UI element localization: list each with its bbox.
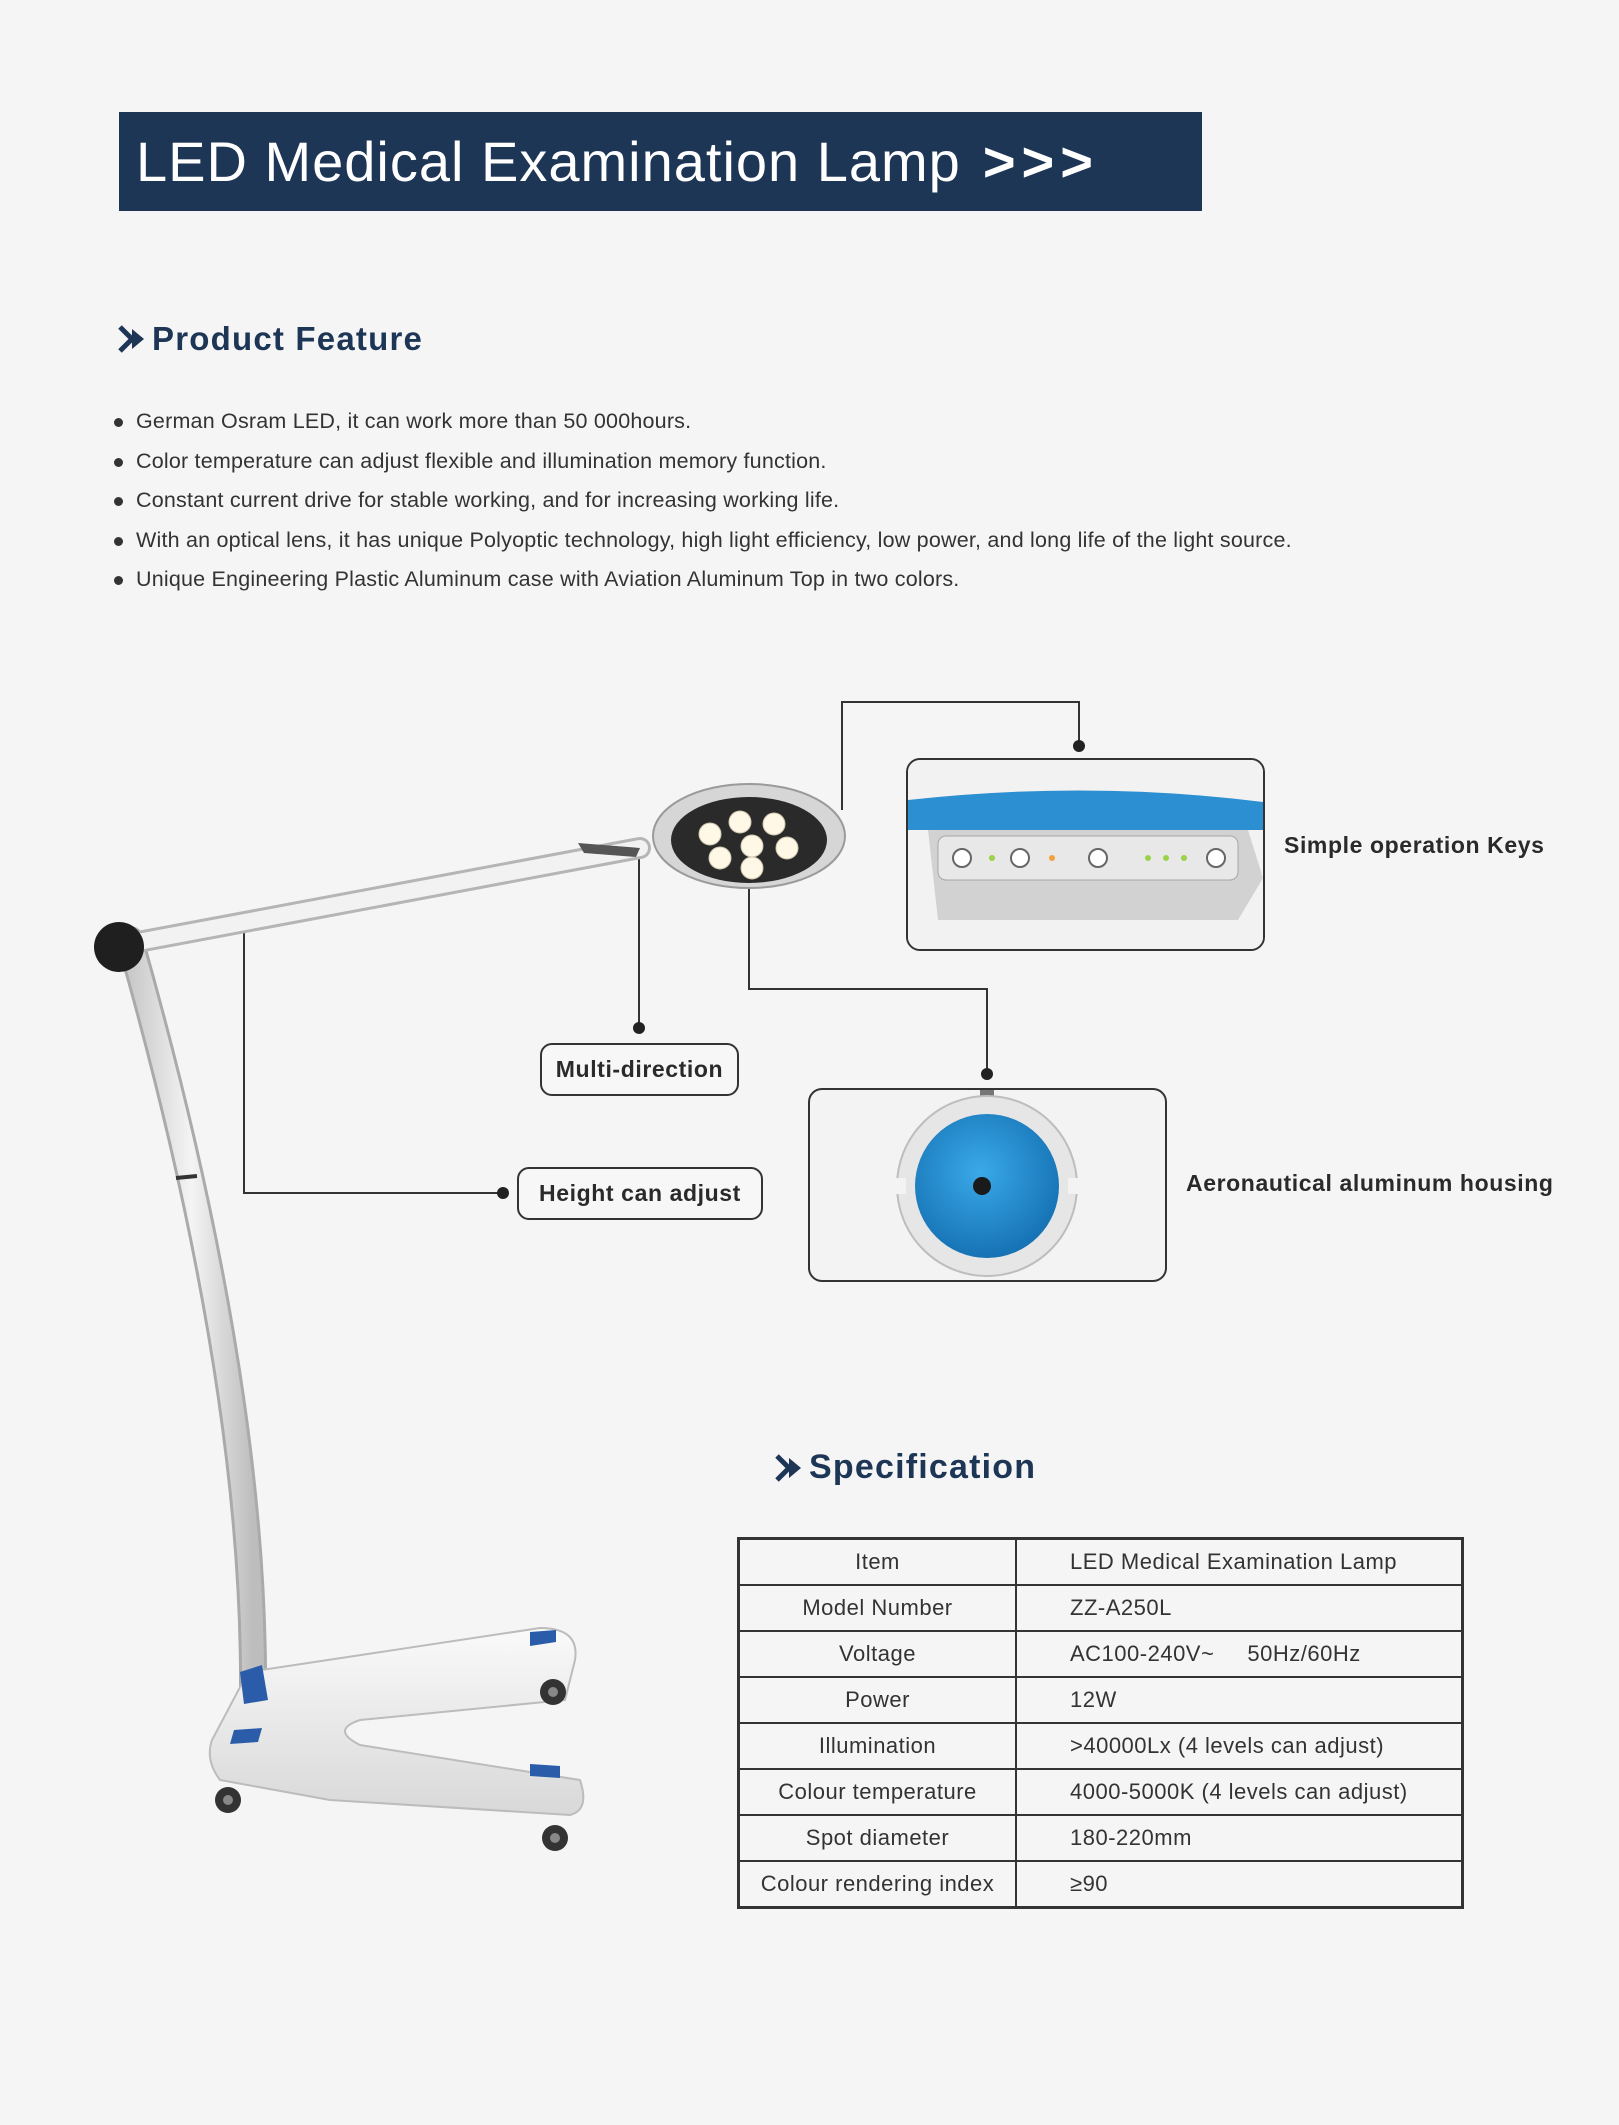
table-row: [739, 1861, 1463, 1908]
spec-value: AC100-240V~ 50Hz/60Hz: [1016, 1631, 1463, 1677]
housing-detail-box: [808, 1088, 1167, 1282]
title-arrows: >>>: [982, 130, 1099, 193]
spec-heading: [775, 1448, 1036, 1487]
spec-key: Item: [739, 1539, 1017, 1586]
feature-item: With an optical lens, it has unique Polyoptic technology, high light efficiency, low power, and long life of the light source.: [112, 521, 1532, 561]
page-title: LED Medical Examination Lamp: [136, 130, 961, 193]
spec-value: ZZ-A250L: [1016, 1585, 1463, 1631]
spec-value: LED Medical Examination Lamp: [1016, 1539, 1463, 1586]
control-panel-illustration: [908, 760, 1263, 949]
spec-key: Voltage: [739, 1631, 1017, 1677]
feature-heading-text: Product Feature: [152, 320, 424, 357]
keys-label: Simple operation Keys: [1284, 832, 1545, 858]
spec-value: ≥90: [1016, 1861, 1463, 1908]
height-adjust-callout: Height can adjust: [517, 1167, 763, 1220]
table-row: [739, 1815, 1463, 1861]
spec-table: [737, 1537, 1464, 1909]
feature-item: Constant current drive for stable working, and for increasing working life.: [112, 481, 1532, 521]
feature-item: Color temperature can adjust flexible and illumination memory function.: [112, 442, 1532, 482]
table-row: [739, 1723, 1463, 1769]
spec-value: 180-220mm: [1016, 1815, 1463, 1861]
spec-key: Colour rendering index: [739, 1861, 1017, 1908]
spec-key: Power: [739, 1677, 1017, 1723]
spec-heading-text: Specification: [809, 1448, 1037, 1486]
feature-item: German Osram LED, it can work more than 50 000hours.: [112, 402, 1532, 442]
spec-key: Colour temperature: [739, 1769, 1017, 1815]
table-row: [739, 1677, 1463, 1723]
housing-label: Aeronautical aluminum housing: [1186, 1170, 1554, 1196]
feature-item: Unique Engineering Plastic Aluminum case with Aviation Aluminum Top in two colors.: [112, 560, 1532, 600]
spec-value: >40000Lx (4 levels can adjust): [1016, 1723, 1463, 1769]
keys-detail-box: [906, 758, 1265, 951]
table-row: [739, 1585, 1463, 1631]
spec-key: Illumination: [739, 1723, 1017, 1769]
housing-illustration: [810, 1090, 1165, 1280]
lamp-head: [653, 784, 845, 888]
table-row: [739, 1769, 1463, 1815]
spec-key: Spot diameter: [739, 1815, 1017, 1861]
spec-key: Model Number: [739, 1585, 1017, 1631]
table-row: [739, 1631, 1463, 1677]
multi-direction-callout: Multi-direction: [540, 1043, 739, 1096]
spec-value: 12W: [1016, 1677, 1463, 1723]
spec-value: 4000-5000K (4 levels can adjust): [1016, 1769, 1463, 1815]
table-row: [739, 1539, 1463, 1586]
double-chevron-icon: [775, 1454, 805, 1482]
